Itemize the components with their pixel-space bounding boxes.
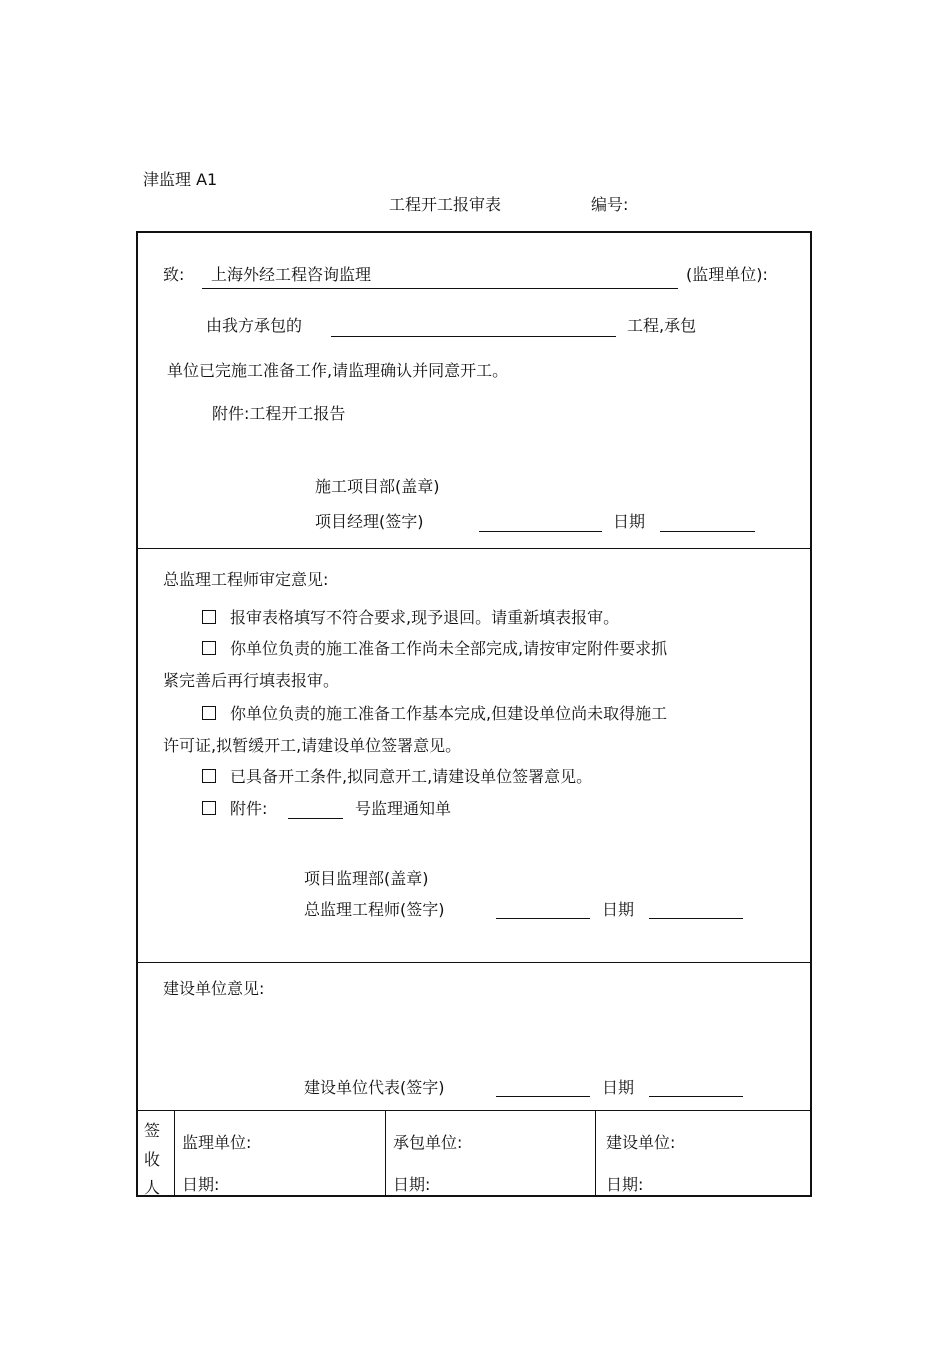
footer-owner-unit-label: 建设单位:	[606, 1133, 676, 1152]
section2-date-field[interactable]	[649, 918, 743, 919]
footer-contractor-date-label: 日期:	[393, 1175, 431, 1194]
receiver-char-1: 签	[144, 1121, 161, 1140]
checkbox-icon[interactable]	[202, 706, 216, 720]
form-number-label: 编号:	[591, 195, 629, 214]
chief-engineer-sign-field[interactable]	[496, 918, 590, 919]
checkbox-icon[interactable]	[202, 641, 216, 655]
chief-engineer-sign-label: 总监理工程师(签字)	[304, 900, 445, 919]
chief-engineer-opinion-heading: 总监理工程师审定意见:	[163, 570, 329, 589]
project-manager-sign-field[interactable]	[479, 531, 602, 532]
section-divider-2	[136, 962, 812, 963]
option-2-label: 你单位负责的施工准备工作尚未全部完成,请按审定附件要求抓	[230, 639, 668, 658]
receiver-char-2: 收	[144, 1150, 161, 1169]
footer-col-divider-3	[595, 1110, 596, 1197]
footer-col-divider-1	[174, 1110, 175, 1197]
contract-line-2: 单位已完施工准备工作,请监理确认并同意开工。	[167, 361, 509, 380]
footer-supervision-date-label: 日期:	[182, 1175, 220, 1194]
option-1-label: 报审表格填写不符合要求,现予退回。请重新填表报审。	[230, 608, 620, 627]
owner-opinion-heading: 建设单位意见:	[163, 979, 265, 998]
footer-owner-date-label: 日期:	[606, 1175, 644, 1194]
form-title: 工程开工报审表	[389, 195, 502, 214]
option-3-label: 你单位负责的施工准备工作基本完成,但建设单位尚未取得施工	[230, 704, 668, 723]
section1-date-field[interactable]	[660, 531, 755, 532]
form-code: 津监理 A1	[143, 170, 218, 189]
section3-date-label: 日期	[602, 1078, 635, 1097]
checkbox-icon[interactable]	[202, 801, 216, 815]
project-manager-sign-label: 项目经理(签字)	[315, 512, 424, 531]
footer-col-divider-2	[385, 1110, 386, 1197]
section3-date-field[interactable]	[649, 1096, 743, 1097]
section-divider-3	[136, 1110, 812, 1111]
receiver-char-3: 人	[144, 1178, 161, 1197]
section-divider-1	[136, 548, 812, 549]
footer-supervision-unit-label: 监理单位:	[182, 1133, 252, 1152]
section1-date-label: 日期	[613, 512, 646, 531]
footer-contractor-unit-label: 承包单位:	[393, 1133, 463, 1152]
notice-number-field[interactable]	[288, 818, 343, 819]
supervision-unit-value: 上海外经工程咨询监理	[211, 265, 372, 284]
supervision-dept-stamp: 项目监理部(盖章)	[304, 869, 429, 888]
option-5[interactable]	[202, 799, 267, 819]
owner-rep-sign-field[interactable]	[496, 1096, 590, 1097]
option-4-label: 已具备开工条件,拟同意开工,请建设单位签署意见。	[230, 767, 593, 786]
option-2[interactable]	[202, 639, 667, 659]
owner-rep-sign-label: 建设单位代表(签字)	[304, 1078, 445, 1097]
contract-suffix: 工程,承包	[627, 316, 697, 335]
option-3-continuation: 许可证,拟暂缓开工,请建设单位签署意见。	[163, 736, 462, 755]
to-suffix: (监理单位):	[686, 265, 768, 284]
checkbox-icon[interactable]	[202, 769, 216, 783]
checkbox-icon[interactable]	[202, 610, 216, 624]
supervision-unit-field[interactable]	[202, 288, 678, 289]
option-2-continuation: 紧完善后再行填表报审。	[163, 671, 340, 690]
option-5-prefix: 附件:	[230, 799, 268, 818]
option-4[interactable]	[202, 767, 592, 787]
construction-dept-stamp: 施工项目部(盖章)	[315, 477, 440, 496]
to-label: 致:	[163, 265, 185, 284]
project-name-field[interactable]	[331, 336, 616, 337]
option-3[interactable]	[202, 704, 667, 724]
option-5-suffix: 号监理通知单	[355, 799, 452, 818]
section2-date-label: 日期	[602, 900, 635, 919]
option-1[interactable]	[202, 608, 619, 628]
contract-prefix: 由我方承包的	[206, 316, 303, 335]
attachment-text: 附件:工程开工报告	[212, 404, 346, 423]
